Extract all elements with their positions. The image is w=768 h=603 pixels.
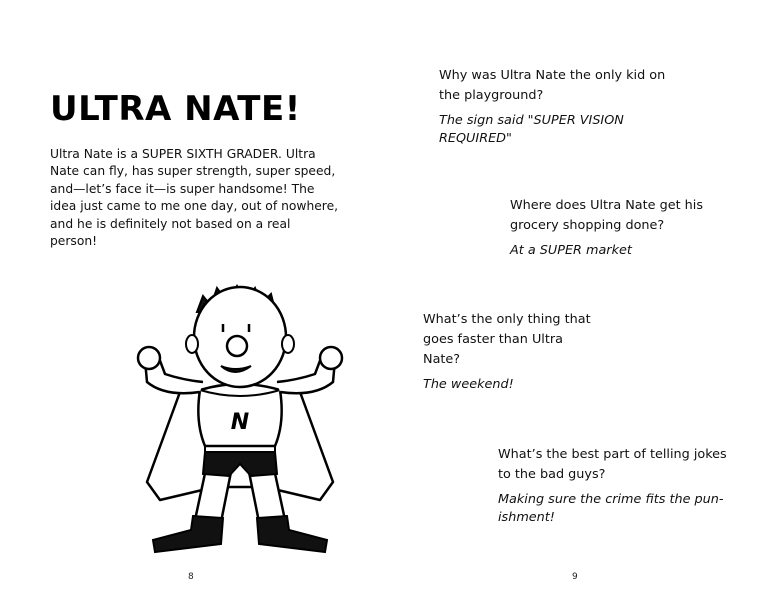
joke-question: Where does Ultra Nate get his grocery shopping done? (510, 198, 704, 233)
head (186, 286, 294, 387)
joke-answer: The sign said "SUPER VISION REQUIRED" (439, 113, 624, 146)
joke-question: Why was Ultra Nate the only kid on the playground? (439, 68, 666, 103)
joke-question: What’s the only thing that goes faster than Ultra Nate? (423, 312, 591, 367)
joke-answer: The weekend! (423, 377, 514, 392)
joke-4 (498, 445, 734, 527)
joke-question: What’s the best part of telling jokes to the bad guys? (498, 447, 727, 482)
joke-3 (423, 310, 598, 394)
joke-answer: Making sure the crime fits the pun-ishment! (498, 492, 724, 525)
right-page (384, 0, 768, 603)
ultra-nate-illustration (125, 282, 355, 562)
page-number: 9 (572, 572, 578, 582)
intro-paragraph: Ultra Nate is a SUPER SIXTH GRADER. Ultra Nate can fly, has super strength, super speed, and—let’s face it—is super handsome! The idea just came to me one day, out of nowhere, and he is definitely not based on a real person! (50, 147, 339, 249)
chest-emblem: N (230, 410, 250, 435)
joke-2 (510, 196, 740, 260)
joke-1 (439, 66, 679, 148)
torso (198, 384, 281, 446)
page-number: 8 (188, 572, 194, 582)
page-title: ULTRA NATE! (50, 89, 301, 129)
joke-answer: At a SUPER market (510, 243, 632, 258)
